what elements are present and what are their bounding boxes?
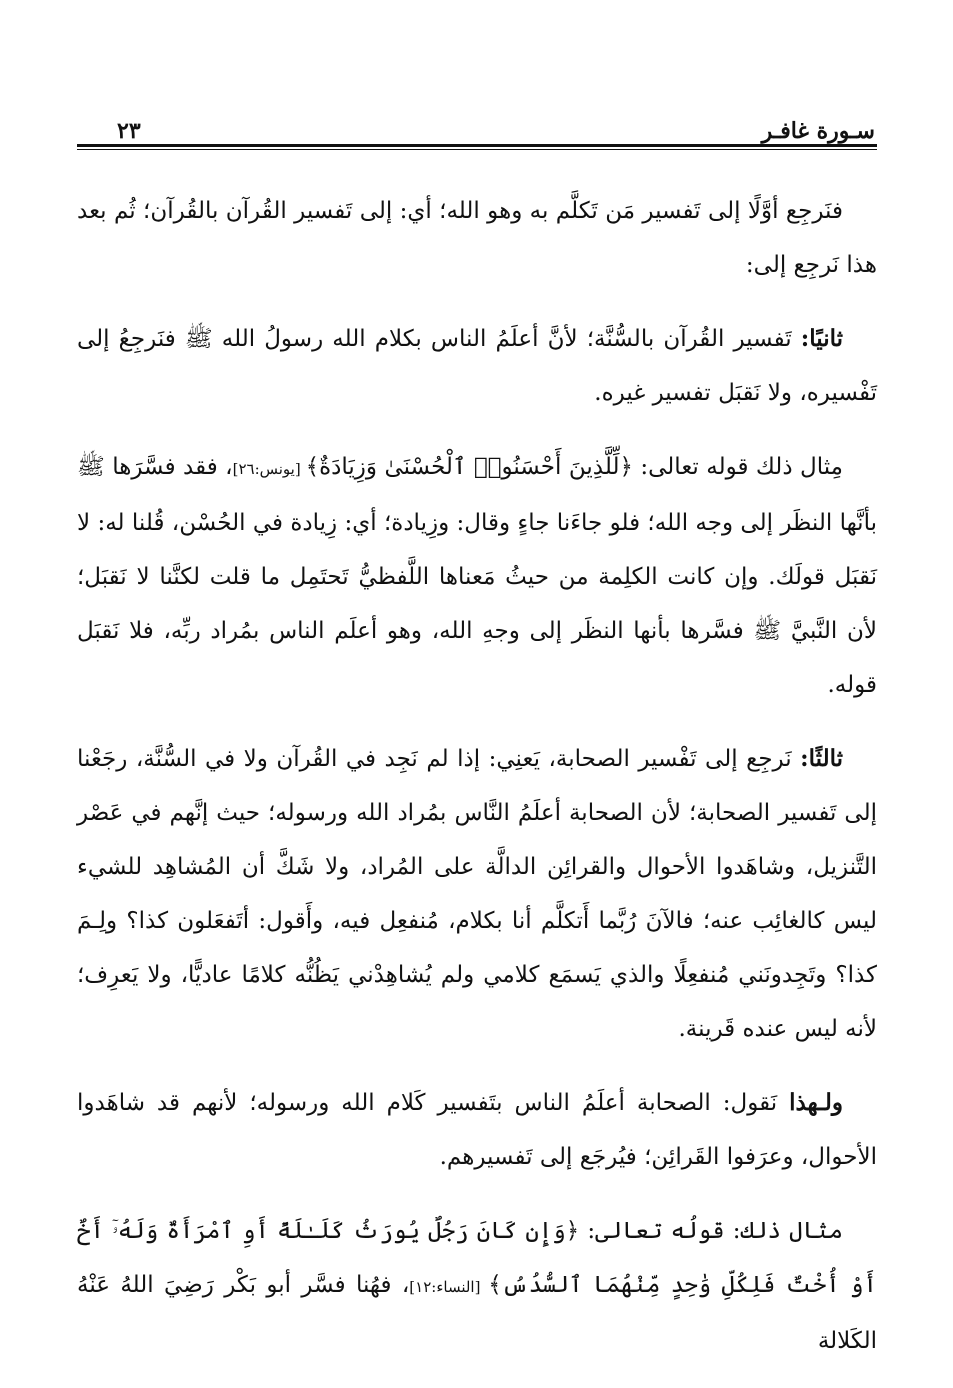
- paragraph-lead: ثانيًا:: [800, 325, 843, 352]
- paragraph-text: ، فقد فسَّرَها ﷺ بأنَّها النظَر إلى وجه الله؛ فلو جاءَنا جاءٍ وقال: وزِيادة؛ أي: زِيادة في الحُسْن، قُلنا له: لا نَقبَل قولَك. وإن كانت الكلِمة من حيثُ مَعناها اللَّفظيُّ تَحتَمِل ما قلت لكنَّنا لا نَقبَل؛ لأن النَّبيَّ ﷺ فسَّرها بأنها النظَر إلى وجهِ الله، وهو أعلَم الناس بمُراد ربِّه، فلا نَقبَل قوله.: [77, 454, 877, 698]
- paragraph-text: ، فهُنا فسَّر أبو بَكْر رَضِيَ اللهُ عَنْهُ الكَلالة: [77, 1272, 877, 1354]
- header-rule: [77, 144, 877, 150]
- paragraph-lead: ولـهذا: [789, 1089, 844, 1116]
- paragraph-1: [77, 184, 877, 292]
- paragraph-text: نَقول: الصحابة أعلَمُ الناس بتَفسير كَلام الله ورسوله؛ لأنهم قد شاهَدوا الأحوال، وعرَفوا القَرائِن؛ فيُرجَع إلى تَفسيرهم.: [77, 1090, 877, 1170]
- verse-reference: [النساء:١٢]: [409, 1278, 489, 1296]
- paragraph-text: نَرجِع إلى تَفْسير الصحابة، يَعنِي: إذا لم نَجِد في القُرآن ولا في السُّنَّة، رجَعْنا إلى تَفسير الصحابة؛ لأن الصحابة أعلَمُ النَّاس بمُراد الله ورسوله؛ حيث إنَّهم في عَصْر التَّنزيل، وشاهَدوا الأحوال والقرائِن الدالَّة على المُراد، ولا شَكَّ أن المُشاهِد للشيء ليس كالغائِب عنه؛ فالآنَ رُبَّما أَتكلَّم أنا بكلام، مُنفعِل فيه، وأَقول: أتَفعَلون كذا؟ ولِـمَ كذا؟ وتَجِدونَني مُنفعِلًا والذي يَسمَع كلامي ولم يُشاهِدْني يَظُنُّه كلامًا عاديًّا، ولا يَعرِف؛ لأنه ليس عنده قَرينة.: [77, 746, 877, 1042]
- paragraph-intro: مِثال ذلك قوله تعالى:: [632, 454, 843, 480]
- paragraph-intro: مثال ذلك: قولُه تعالى:: [579, 1218, 843, 1244]
- quran-verse: ﴿وَإِن كَانَ رَجُلٌ يُورَثُ كَلَـٰلَةً أَوِ ٱمْرَأَةٌ وَلَهُۥٓ أَخٌ أَوْ أُخْتٌ فَلِكُلِّ وَٰحِدٍ مِّنْهُمَا ٱلسُّدُسُ﴾: [77, 1218, 877, 1298]
- paragraph-6: [77, 1204, 877, 1368]
- paragraph-text: فنَرجِع أوَّلًا إلى تَفسير مَن تَكلَّم به وهو الله؛ أي: إلى تَفسير القُرآن بالقُرآن؛ ثُم بعد هذا نَرجِع إلى:: [77, 198, 877, 278]
- verse-reference: [يونس:٢٦]: [232, 460, 306, 478]
- quran-verse: ﴿لِّلَّذِينَ أَحْسَنُوا۟ ٱلْحُسْنَىٰ وَزِيَادَةٌ﴾: [305, 454, 633, 480]
- paragraph-text: تَفسير القُرآن بالسُّنَّة؛ لأنَّ أعلَمُ الناس بكلام الله رسولُ الله ﷺ فنَرجِعُ إلى تَفْسيره، ولا نَقبَل تفسير غيره.: [77, 326, 877, 406]
- paragraph-2: [77, 312, 877, 420]
- page-number: ٢٣: [117, 118, 141, 144]
- page-header: [77, 100, 877, 144]
- paragraph-lead: ثالثًا:: [800, 745, 843, 772]
- body-text: [77, 184, 877, 1388]
- paragraph-5: [77, 1076, 877, 1184]
- surah-title: سـورة غافـر: [761, 118, 875, 144]
- paragraph-3: [77, 440, 877, 712]
- paragraph-4: [77, 732, 877, 1056]
